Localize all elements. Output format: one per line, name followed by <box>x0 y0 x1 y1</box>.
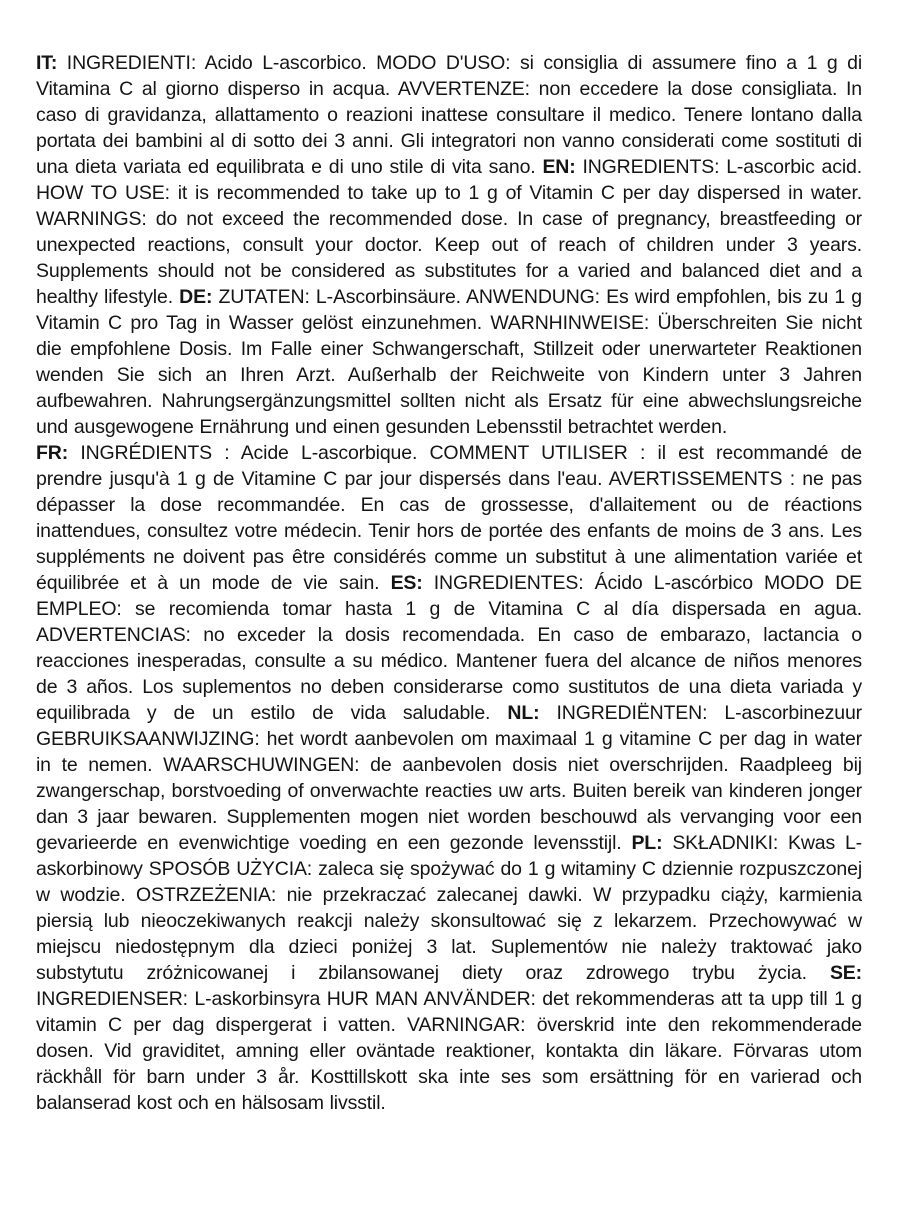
label-text-segment: SKŁADNIKI: Kwas L-askorbinowy SPOSÓB UŻYCIA: zaleca się spożywać do 1 g witaminy C dziennie rozpuszczonej w wodzie. OSTRZEŻENIA: nie przekraczać zalecanej dawki. W przypadku ciąży, karmienia piersią lub nieoczekiwanych reakcji należy skonsultować się z lekarzem. Przechowywać w miejscu niedostępnym dla dzieci poniżej 3 lat. Suplementów nie należy traktować jako substytutu zróżnicowanej i zbilansowanej diety oraz zdrowego trybu życia. <box>36 832 863 984</box>
label-text <box>36 50 862 1116</box>
paragraph-fr-es-nl-pl-se <box>36 440 862 1116</box>
language-code: NL: <box>507 702 540 724</box>
language-code: ES: <box>390 572 423 594</box>
label-text-segment: INGREDIENTES: Ácido L-ascórbico MODO DE EMPLEO: se recomienda tomar hasta 1 g de Vitamina C al día dispersada en agua. ADVERTENCIAS: no exceder la dosis recomendada. En caso de embarazo, lactancia o reacciones inesperadas, consulte a su médico. Mantener fuera del alcance de niños menores de 3 años. Los suplementos no deben considerarse como sustitutos de una dieta variada y equilibrada y de un estilo de vida saludable. <box>36 572 862 724</box>
label-text-segment: INGREDIËNTEN: L-ascorbinezuur GEBRUIKSAANWIJZING: het wordt aanbevolen om maximaal 1 g vitamine C per dag in water in te nemen. WAARSCHUWINGEN: de aanbevolen dosis niet overschrijden. Raadpleeg bij zwangerschap, borstvoeding of onverwachte reacties uw arts. Buiten bereik van kinderen jonger dan 3 jaar bewaren. Supplementen mogen niet worden beschouwd als vervanging voor een gevarieerde en evenwichtige voeding en een gezonde levensstijl. <box>36 702 862 854</box>
label-text-segment: INGREDIENSER: L-askorbinsyra HUR MAN ANVÄNDER: det rekommenderas att ta upp till 1 g vitamin C per dag dispergerat i vatten. VARNINGAR: överskrid inte den rekommenderade dosen. Vid graviditet, amning eller oväntade reaktioner, kontakta din läkare. Förvaras utom räckhåll för barn under 3 år. Kosttillskott ska inte ses som ersättning för en varierad och balanserad kost och en hälsosam livsstil. <box>36 988 862 1114</box>
language-code: DE: <box>179 286 213 308</box>
label-text-segment: INGRÉDIENTS : Acide L-ascorbique. COMMENT UTILISER : il est recommandé de prendre jusqu'à 1 g de Vitamine C par jour dispersés dans l'eau. AVERTISSEMENTS : ne pas dépasser la dose recommandée. En cas de grossesse, d'allaitement ou de réactions inattendues, consultez votre médecin. Tenir hors de portée des enfants de moins de 3 ans. Les suppléments ne doivent pas être considérés comme un substitut à une alimentation variée et équilibrée et à un mode de vie sain. <box>36 442 862 594</box>
label-text-segment: INGREDIENTI: Acido L-ascorbico. MODO D'USO: si consiglia di assumere fino a 1 g di Vitamina C al giorno disperso in acqua. AVVERTENZE: non eccedere la dose consigliata. In caso di gravidanza, allattamento o reazioni inattese consultare il medico. Tenere lontano dalla portata dei bambini al di sotto dei 3 anni. Gli integratori non vanno considerati come sostituti di una dieta variata ed equilibrata e di uno stile di vita sano. <box>36 52 862 178</box>
language-code: PL: <box>631 832 663 854</box>
language-code: SE: <box>829 962 862 984</box>
label-text-segment: INGREDIENTS: L-ascorbic acid. HOW TO USE: it is recommended to take up to 1 g of Vitamin C per day dispersed in water. WARNINGS: do not exceed the recommended dose. In case of pregnancy, breastfeeding or unexpected reactions, consult your doctor. Keep out of reach of children under 3 years. Supplements should not be considered as substitutes for a varied and balanced diet and a healthy lifestyle. <box>36 156 862 308</box>
language-code: EN: <box>542 156 576 178</box>
language-code: IT: <box>36 52 58 74</box>
language-code: FR: <box>36 442 69 464</box>
label-text-segment: ZUTATEN: L-Ascorbinsäure. ANWENDUNG: Es wird empfohlen, bis zu 1 g Vitamin C pro Tag in Wasser gelöst einzunehmen. WARNHINWEISE: Überschreiten Sie nicht die empfohlene Dosis. Im Falle einer Schwangerschaft, Stillzeit oder unerwarteter Reaktionen wenden Sie sich an Ihren Arzt. Außerhalb der Reichweite von Kindern unter 3 Jahren aufbewahren. Nahrungsergänzungsmittel sollten nicht als Ersatz für eine abwechslungsreiche und ausgewogene Ernährung und einen gesunden Lebensstil betrachtet werden. <box>36 286 862 438</box>
paragraph-it-en-de <box>36 50 862 440</box>
